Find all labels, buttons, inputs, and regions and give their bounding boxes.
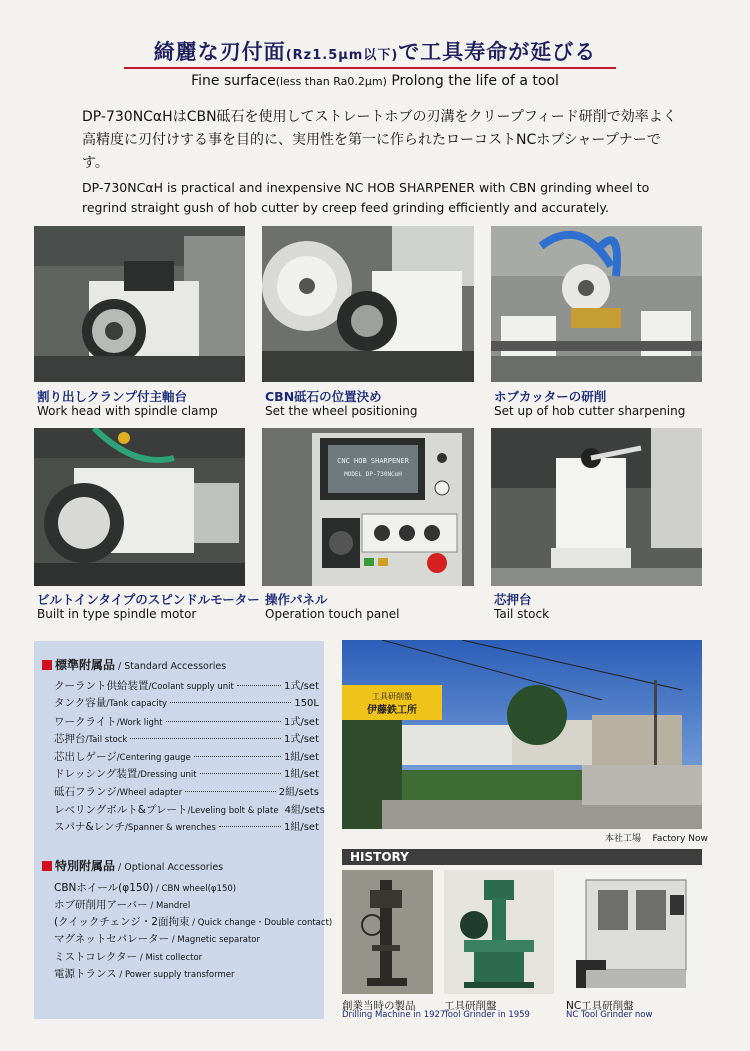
standard-item: ワークライト / Work light 1式/set	[54, 716, 319, 728]
history-caption-en-3: NC Tool Grinder now	[566, 1010, 653, 1020]
photo-tool-grinder-1959	[444, 870, 554, 994]
photo-caption-en-4: Built in type spindle motor	[37, 607, 197, 621]
history-caption-jp-3: NC工具研削盤	[566, 1000, 634, 1012]
intro-jp: DP-730NCαHはCBN砥石を使用してストレートホブの刃溝をクリープフィード研削で効率よく高精度に刃付けする事を目的に、実用性を第一に作られたローコストNCホブシャープナーです。	[82, 109, 677, 171]
headline-en-main: Fine surface	[191, 73, 276, 89]
intro-en: DP-730NCαH is practical and inexpensive NC HOB SHARPENER with CBN grinding wheel to regrind straight gush of hob cutter by creep feed grinding efficiently and accurately.	[82, 180, 650, 215]
photo-caption-jp-6: 芯押台	[494, 592, 532, 607]
optional-item: (クイックチェンジ・2面拘束 / Quick change・Double contact)	[54, 916, 333, 928]
optional-item: マグネットセパレーター / Magnetic separator	[54, 933, 260, 945]
photo-caption-jp-5: 操作パネル	[265, 592, 328, 607]
history-caption-jp-1: 創業当時の製品	[342, 1000, 416, 1012]
photo-tail-stock	[491, 428, 702, 586]
red-square-bullet	[42, 861, 52, 871]
factory-caption-jp: 本社工場	[605, 834, 642, 844]
photo-caption-en-5: Operation touch panel	[265, 607, 400, 621]
optional-item: 電源トランス / Power supply transformer	[54, 968, 235, 980]
photo-drilling-machine-1927	[342, 870, 433, 994]
standard-heading-en: Standard Accessories	[124, 661, 227, 672]
standard-item: 砥石フランジ / Wheel adapter 2組/sets	[54, 786, 319, 798]
optional-item: CBNホイール(φ150) / CBN wheel(φ150)	[54, 882, 237, 894]
standard-item: クーラント供給装置 / Coolant supply unit 1式/set	[54, 680, 319, 692]
standard-item: 芯押台 / Tail stock 1式/set	[54, 733, 319, 745]
headline-jp	[0, 36, 750, 66]
optional-item: ホブ研削用アーバー / Mandrel	[54, 899, 191, 911]
standard-item: ドレッシング装置 / Dressing unit 1組/set	[54, 768, 319, 780]
headline-en-rest: Prolong the life of a tool	[386, 73, 559, 89]
photo-caption-jp-4: ビルトインタイプのスピンドルモーター	[37, 592, 260, 607]
history-caption-jp-2: 工具研削盤	[444, 1000, 497, 1012]
headline-en	[0, 73, 750, 89]
history-heading: HISTORY	[342, 849, 702, 865]
photo-wheel-positioning	[262, 226, 474, 382]
panel-screen-line2: MODEL DP-730NCαH	[344, 471, 402, 478]
photo-nc-tool-grinder	[566, 870, 702, 994]
photo-spindle-motor	[34, 428, 245, 586]
photo-operation-panel	[262, 428, 474, 586]
optional-item: ミストコレクター / Mist collector	[54, 951, 203, 963]
headline-jp-main: 綺麗な刃付面	[153, 40, 286, 64]
headline-en-paren: (less than Ra0.2μm)	[275, 75, 387, 88]
standard-item: タンク容量 / Tank capacity 150L	[54, 697, 319, 709]
photo-caption-en-1: Work head with spindle clamp	[37, 404, 218, 418]
photo-factory	[342, 640, 702, 829]
standard-item: 芯出しゲージ / Centering gauge 1組/set	[54, 751, 319, 763]
factory-caption	[605, 831, 708, 844]
photo-hob-sharpening	[491, 226, 702, 382]
red-square-bullet	[42, 660, 52, 670]
optional-heading-en: Optional Accessories	[124, 862, 224, 873]
photo-caption-en-3: Set up of hob cutter sharpening	[494, 404, 686, 418]
history-caption-en-1: Drilling Machine in 1927	[342, 1010, 446, 1020]
factory-caption-en: Factory Now	[652, 834, 708, 844]
optional-heading-jp: 特別附属品	[55, 859, 116, 873]
headline-jp-paren: (Rz1.5μm以下)	[285, 48, 399, 63]
headline-jp-rest: で工具寿命が延びる	[398, 40, 597, 64]
standard-heading-jp: 標準附属品	[55, 658, 116, 672]
photo-caption-jp-3: ホブカッターの研削	[494, 389, 607, 404]
factory-sign-top: 工具研削盤	[372, 692, 412, 701]
optional-accessories-heading: 特別附属品 / Optional Accessories	[42, 857, 223, 874]
photo-caption-jp-1: 割り出しクランプ付主軸台	[37, 389, 188, 404]
history-caption-en-2: Tool Grinder in 1959	[444, 1010, 530, 1020]
headline-rule	[124, 67, 616, 69]
standard-accessories-heading: 標準附属品 / Standard Accessories	[42, 656, 226, 673]
photo-caption-en-2: Set the wheel positioning	[265, 404, 418, 418]
standard-item: レベリングボルト&プレート / Leveling bolt & plate 4組/sets	[54, 804, 325, 816]
photo-caption-en-6: Tail stock	[494, 607, 550, 621]
photo-caption-jp-2: CBN砥石の位置決め	[265, 389, 382, 404]
factory-sign-main: 伊藤鉄工所	[367, 705, 417, 716]
photo-work-head	[34, 226, 245, 382]
standard-item: スパナ&レンチ / Spanner & wrenches 1組/set	[54, 821, 319, 833]
panel-screen-line1: CNC HOB SHARPENER	[337, 457, 409, 465]
accessories-panel	[34, 641, 333, 1019]
